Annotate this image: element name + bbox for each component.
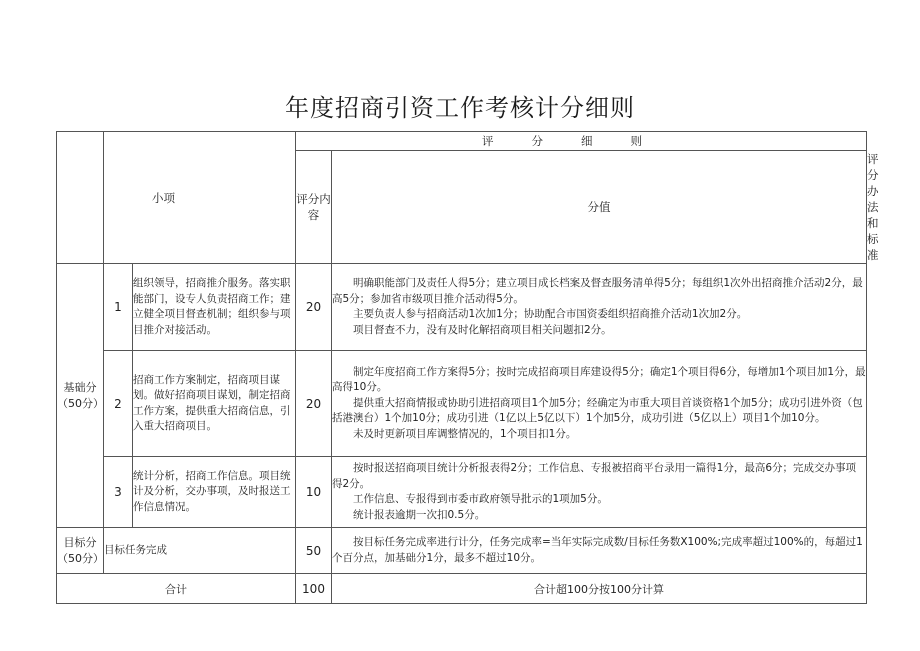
row-number: 1 [104,264,133,351]
row-number: 3 [104,457,133,528]
header-blank [57,132,104,264]
target-row [57,528,867,574]
row-score: 20 [296,351,332,457]
row-number: 2 [104,351,133,457]
category-target: 目标分（50分） [57,528,104,574]
header-score: 分值 [332,151,867,264]
row-score: 20 [296,264,332,351]
target-method [332,528,867,574]
target-score: 50 [296,528,332,574]
row-method [332,351,867,457]
total-score: 100 [296,574,332,604]
scoring-table [56,131,879,604]
header-row-1 [57,132,867,151]
row-content: 统计分析，招商工作信息。项目统计及分析，交办事项，及时报送工作信息情况。 [133,457,296,528]
total-note: 合计超100分按100分计算 [332,574,867,604]
header-scoring-detail [296,132,867,151]
method-line: 项目督查不力，没有及时化解招商项目相关问题扣2分。 [353,323,612,336]
method-line: 明确职能部门及责任人得5分；建立项目成长档案及督查服务清单得5分；每组织1次外出招商推介活动2分，最高5分；参加省市级项目推介活动得5分。 [332,277,863,305]
page-title: 年度招商引资工作考核计分细则 [285,94,635,122]
row-content: 招商工作方案制定，招商项目谋划。做好招商项目谋划，制定招商工作方案，提供重大招商信息，引入重大招商项目。 [133,351,296,457]
method-line: 统计报表逾期一次扣0.5分。 [353,508,486,521]
header-sub-item: 小项 [104,132,296,264]
row-score: 10 [296,457,332,528]
header-scoring-detail-text: 评分细则 [482,134,680,148]
category-basic: 基础分（50分） [57,264,104,528]
row-method [332,457,867,528]
total-label: 合计 [57,574,296,604]
method-line: 工作信息、专报得到市委市政府领导批示的1项加5分。 [353,493,608,505]
method-line: 制定年度招商工作方案得5分；按时完成招商项目库建设得5分；确定1个项目得6分，每增加1个项目加1分，最高得10分。 [332,365,866,394]
header-row-2: 评分内容 分值 评分办法和标准 [296,152,879,262]
method-line: 按时报送招商项目统计分析报表得2分；工作信息、专报被招商平台录用一篇得1分，最高6分；完成交办事项得2分。 [332,462,857,490]
total-row [57,574,867,604]
method-line: 未及时更新项目库调整情况的，1个项目扣1分。 [353,427,577,440]
row-content: 组织领导，招商推介服务。落实职能部门，设专人负责招商工作；建立健全项目督查机制；组织参与项目推介对接活动。 [133,264,296,351]
header-content: 评分内容 [296,151,332,264]
table-row [57,457,867,528]
table-row [57,264,867,351]
method-line: 提供重大招商情报或协助引进招商项目1个加5分；经确定为市重大项目首谈资格1个加5分；成功引进外资（包括港澳台）1个加10分；成功引进（1亿以上5亿以下）1个加5分，成功引进（5亿以上）项目1个加10分。 [332,396,863,425]
row-method [332,264,867,351]
table-row [57,351,867,457]
target-content: 目标任务完成 [104,528,296,574]
method-line: 按目标任务完成率进行计分，任务完成率=当年实际完成数/目标任务数X100%;完成率超过100%的，每超过1个百分点，加基础分1分，最多不超过10分。 [332,536,863,564]
method-line: 主要负责人参与招商活动1次加1分；协助配合市国资委组织招商推介活动1次加2分。 [353,308,748,320]
